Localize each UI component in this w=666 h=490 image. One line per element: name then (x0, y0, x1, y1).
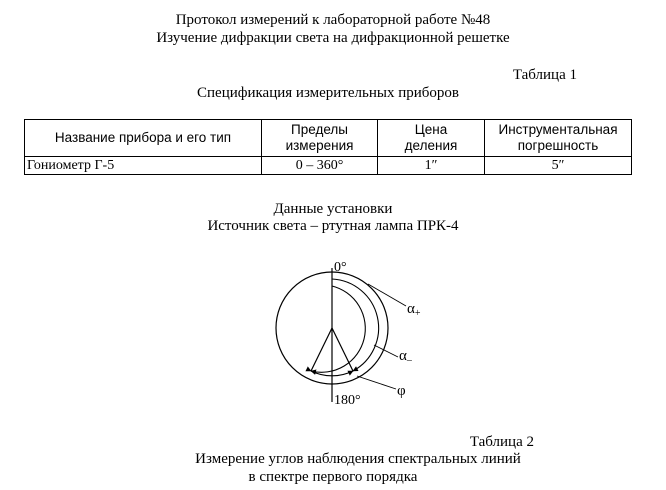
phi-leader (357, 376, 396, 389)
alpha-minus-leader (374, 345, 398, 357)
table1-caption: Спецификация измерительных приборов (197, 85, 459, 101)
alpha-minus-arc (311, 286, 365, 372)
table2-caption-line1: Измерение углов наблюдения спектральных линий (195, 451, 521, 467)
cell-division: 1″ (378, 157, 485, 175)
cell-range: 0 – 360° (262, 157, 378, 175)
work-subtitle: Изучение дифракции света на дифракционной решетке (156, 30, 510, 46)
cell-error: 5″ (485, 157, 632, 175)
alpha-plus-leader (368, 284, 406, 306)
setup-heading: Данные установки (273, 201, 393, 217)
table2-caption-line2: в спектре первого порядка (248, 469, 418, 485)
label-180-degrees: 180° (334, 393, 361, 408)
column-header-error: Инструментальная погрешность (485, 120, 632, 157)
label-alpha-plus: $\alpha_+$ (407, 301, 421, 319)
column-header-range: Пределы измерения (262, 120, 378, 157)
table1-label: Таблица 1 (512, 67, 577, 83)
table2-label: Таблица 2 (469, 434, 534, 450)
beam-left-line (311, 328, 332, 371)
light-source: Источник света – ртутная лампа ПРК-4 (207, 218, 459, 234)
column-header-division: Цена деления (378, 120, 485, 157)
column-header-instrument: Название прибора и его тип (25, 120, 262, 157)
label-zero-degrees: 0° (334, 260, 347, 275)
protocol-title: Протокол измерений к лабораторной работе №48 (175, 12, 491, 28)
label-alpha-minus: $\alpha_-$ (399, 348, 412, 366)
label-phi: φ (397, 383, 406, 399)
cell-instrument: Гониометр Г-5 (25, 157, 262, 175)
beam-right-line (332, 328, 353, 371)
